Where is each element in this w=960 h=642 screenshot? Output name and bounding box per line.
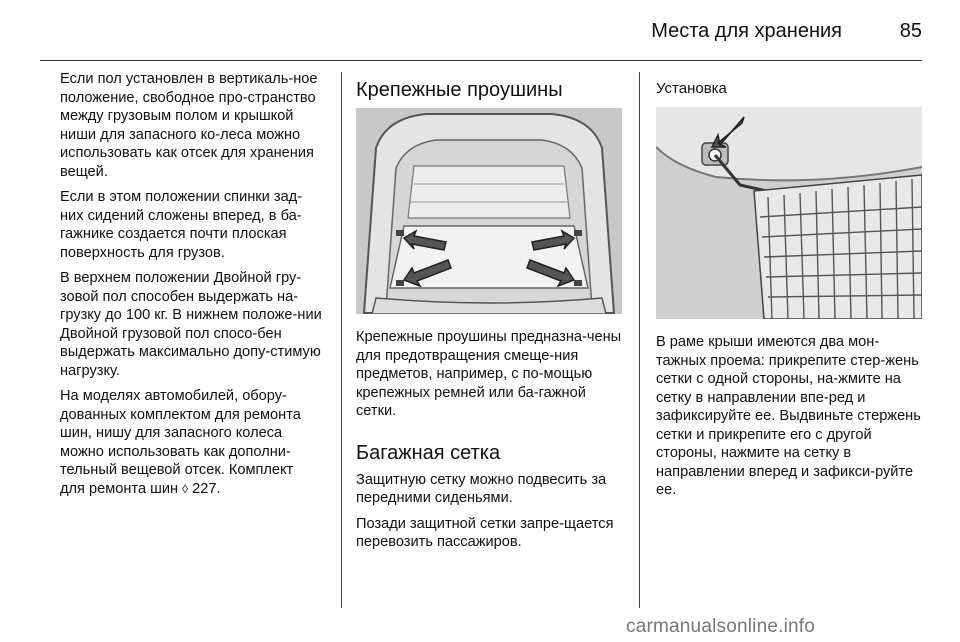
column-divider	[341, 72, 342, 608]
page-number: 85	[899, 20, 922, 42]
column-divider	[639, 72, 640, 608]
page-header	[0, 0, 960, 62]
paragraph: Защитную сетку можно подвесить за передними сиденьями.	[356, 471, 607, 506]
watermark: carmanualsonline.info	[626, 616, 816, 637]
column-left	[60, 70, 322, 505]
section-heading: Багажная сетка	[356, 441, 501, 464]
paragraph: Позади защитной сетки запре-щается перевозить пассажиров.	[356, 515, 614, 550]
trunk-lashing-eyes-illustration	[356, 108, 622, 314]
paragraph: Если в этом положении спинки зад-них сидений сложены вперед, в ба-гажнике создается почти плоская поверхность для грузов.	[60, 189, 303, 261]
subsection-heading: Установка	[656, 80, 727, 97]
paragraph-with-reference	[60, 387, 322, 498]
column-middle	[356, 70, 622, 559]
header-title: Места для хранения	[651, 20, 842, 42]
paragraph: В верхнем положении Двойной гру-зовой пол способен выдержать на-грузку до 100 кг. В нижнем положе-нии Двойной грузовой пол спосо-бен выдержать максимально допу-стимую нагрузку.	[60, 270, 322, 379]
column-right	[656, 70, 922, 507]
paragraph: В раме крыши имеются два мон-тажных проема: прикрепите стер-жень сетки с одной стороны, на-жмите на сетку в направлении впе-ред и зафиксируйте ее. Выдвиньте стержень сетки и прикрепите его с другой стороны, нажмите на сетку в направлении вперед и зафикси-руйте ее.	[656, 334, 921, 498]
section-heading: Крепежные проушины	[356, 79, 563, 101]
paragraph-text: На моделях автомобилей, обору-дованных комплектом для ремонта шин, нишу для запасного колеса можно использовать как дополни-тельный вещевой отсек. Комплект для ремонта шин	[60, 388, 301, 497]
page-reference-link[interactable]: 227.	[192, 480, 221, 497]
cargo-net-installation-illustration	[656, 107, 922, 319]
page-reference-icon: ◊	[182, 481, 189, 496]
paragraph: Если пол установлен в вертикаль-ное положение, свободное про-странство между грузовым полом и крышкой ниши для запасного ко-леса можно использовать как отсек для хранения вещей.	[60, 71, 318, 180]
header-rule	[40, 60, 922, 61]
image-caption: Крепежные проушины предназна-чены для предотвращения смеще-ния предметов, например, с по-мощью крепежных ремней или ба-гажной сетки.	[356, 329, 622, 419]
